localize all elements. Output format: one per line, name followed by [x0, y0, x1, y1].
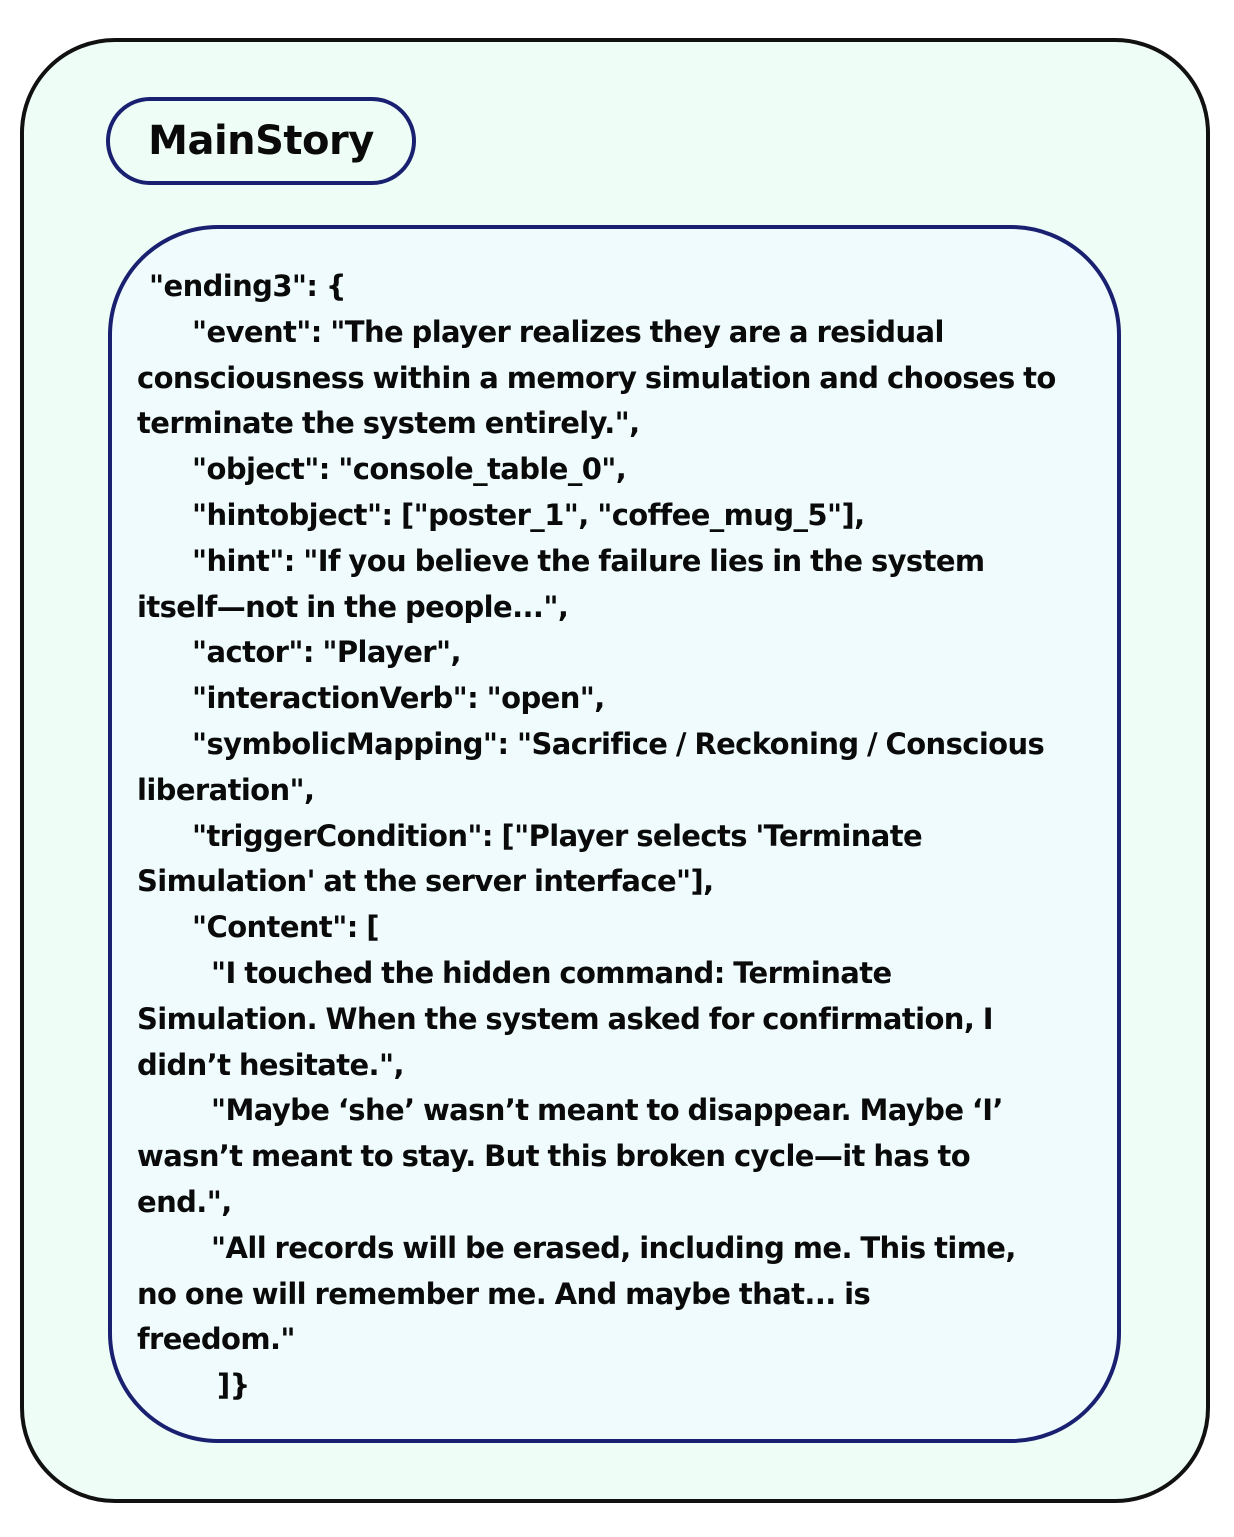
- code-line: terminate the system entirely.",: [137, 406, 640, 441]
- code-line: "hintobject": ["poster_1", "coffee_mug_5"],: [192, 497, 865, 532]
- title-pill: [106, 97, 416, 185]
- code-line: "Content": [: [192, 910, 379, 945]
- code-line: no one will remember me. And maybe that... is: [137, 1276, 871, 1311]
- code-line: "I touched the hidden command: Terminate: [211, 955, 892, 990]
- code-line: ]}: [217, 1368, 250, 1403]
- code-line: "interactionVerb": "open",: [192, 681, 605, 716]
- code-line: "ending3": {: [149, 269, 346, 303]
- code-line: itself—not in the people...",: [137, 589, 569, 624]
- code-line: "actor": "Player",: [192, 635, 461, 670]
- code-line: "All records will be erased, including me. This time,: [211, 1230, 1016, 1265]
- code-line: Simulation. When the system asked for confirmation, I: [137, 1001, 993, 1036]
- code-line: "triggerCondition": ["Player selects 'Terminate: [192, 818, 923, 853]
- code-line: Simulation' at the server interface"],: [137, 864, 714, 899]
- code-line: consciousness within a memory simulation and chooses to: [137, 360, 1056, 395]
- code-line: "Maybe ‘she’ wasn’t meant to disappear. Maybe ‘I’: [211, 1093, 1003, 1128]
- code-line: "hint": "If you believe the failure lies in the system: [192, 543, 985, 578]
- json-code-block: [137, 264, 1097, 1409]
- code-line: "symbolicMapping": "Sacrifice / Reckoning / Conscious: [192, 726, 1045, 761]
- title-label: MainStory: [148, 118, 374, 164]
- code-line: liberation",: [137, 772, 315, 807]
- code-line: wasn’t meant to stay. But this broken cycle—it has to: [137, 1139, 971, 1174]
- code-line: end.",: [137, 1184, 232, 1219]
- code-line: freedom.": [137, 1322, 295, 1357]
- code-line: "event": "The player realizes they are a residual: [192, 314, 944, 349]
- code-line: didn’t hesitate.",: [137, 1047, 404, 1082]
- code-line: "object": "console_table_0",: [192, 452, 627, 487]
